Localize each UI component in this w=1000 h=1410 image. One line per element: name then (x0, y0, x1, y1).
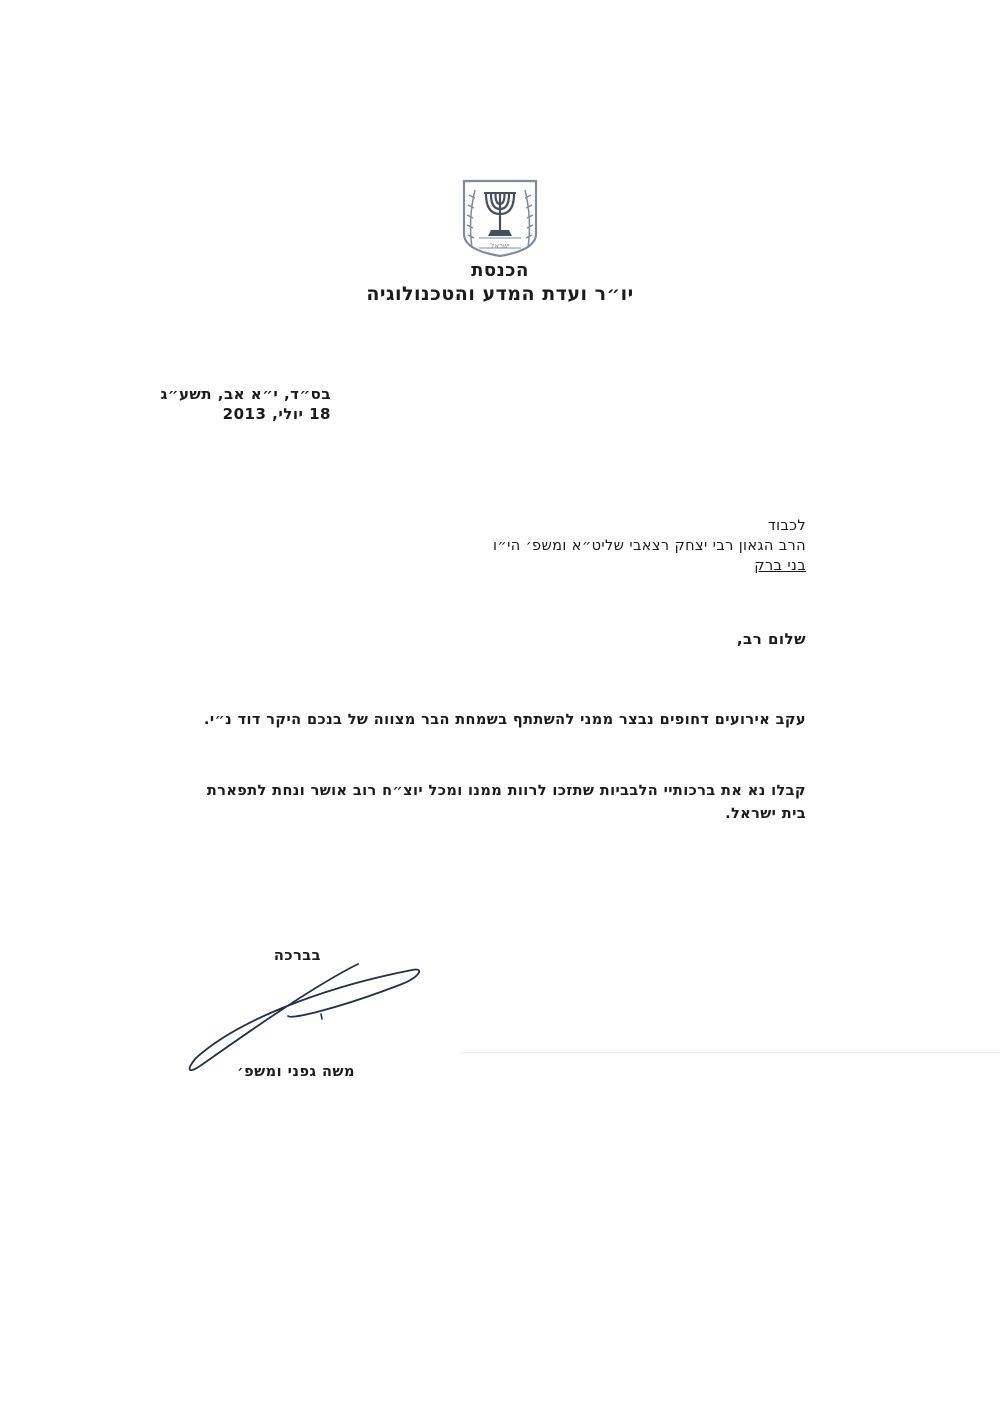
recipient-city: בני ברק (754, 558, 806, 574)
closing-regards: בברכה (273, 948, 321, 964)
gregorian-date: 18 יולי, 2013 (222, 405, 331, 423)
hebrew-date: בס״ד, י״א אב, תשע״ג (160, 385, 331, 403)
body-paragraph-1: עקב אירועים דחופים נבצר ממני להשתתף בשמחת הבר מצווה של בנכם היקר דוד נ״י. (203, 712, 806, 728)
body-paragraph-2: קבלו נא את ברכותיי הלבביות שתזכו לרוות ממנו ומכל יוצ״ח רוב אושר ונחת לתפארת בית ישראל. (206, 783, 806, 822)
emblem-caption: ישראל (490, 242, 510, 250)
scan-line (460, 1052, 1000, 1053)
recipient-salutation: לכבוד (767, 518, 806, 534)
greeting: שלום רב, (736, 630, 806, 648)
recipient-name: הרב הגאון רבי יצחק רצאבי שליט״א ומשפ׳ הי״ו (492, 538, 806, 554)
organization-title: הכנסת (471, 260, 529, 281)
signer-name: משה גפני ומשפ׳ (237, 1064, 355, 1080)
committee-title: יו״ר ועדת המדע והטכנולוגיה (366, 283, 634, 305)
